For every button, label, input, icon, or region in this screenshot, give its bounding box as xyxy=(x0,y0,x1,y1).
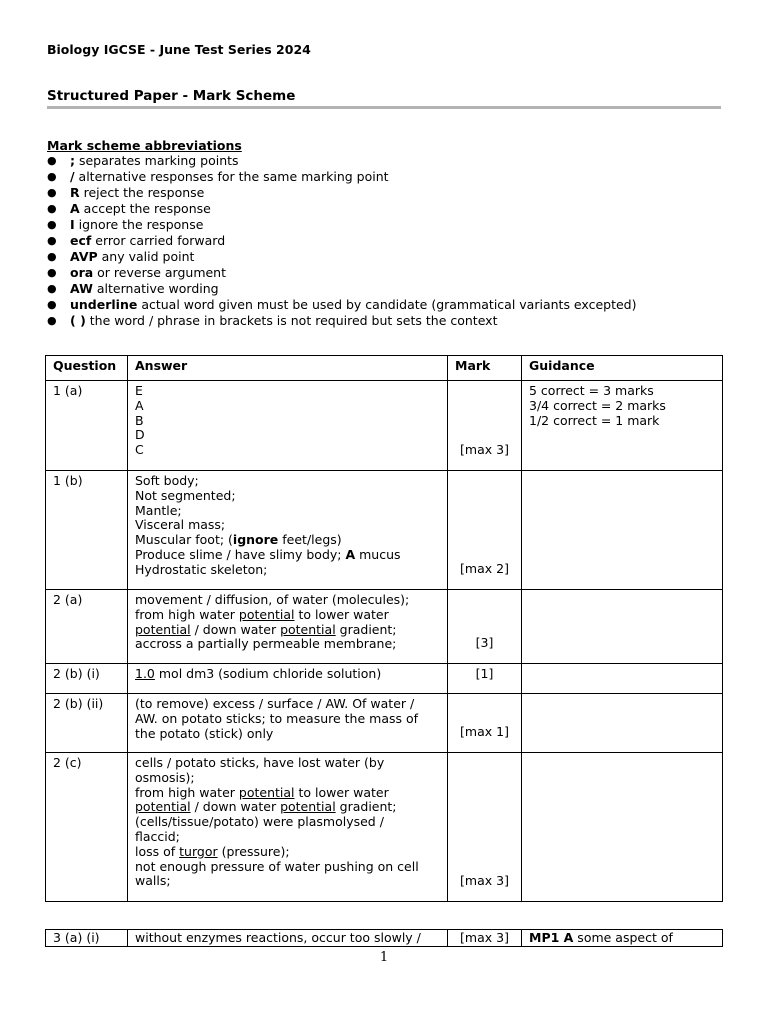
answer-line: movement / diffusion, of water (molecules); xyxy=(135,592,410,607)
guidance-cell xyxy=(522,694,723,753)
answer-cell xyxy=(128,471,448,590)
abbreviation-text: actual word given must be used by candidate (grammatical variants excepted) xyxy=(137,297,637,312)
document-header: Biology IGCSE - June Test Series 2024 xyxy=(47,42,311,57)
answer-line: (to remove) excess / surface / AW. Of water / xyxy=(135,696,415,711)
abbreviation-key: underline xyxy=(70,297,138,312)
bullet-icon: ● xyxy=(47,170,57,183)
bullet-icon: ● xyxy=(47,154,57,167)
abbreviation-key: ora xyxy=(70,265,94,280)
guidance-line: 3/4 correct = 2 marks xyxy=(529,397,666,413)
bullet-icon: ● xyxy=(47,250,57,263)
underlined-term: potential xyxy=(280,799,336,815)
table-row xyxy=(46,590,723,664)
abbreviation-key: AW xyxy=(70,281,93,296)
question-cell: 2 (a) xyxy=(46,590,128,664)
table-row xyxy=(46,664,723,694)
mark-cell: [max 3] xyxy=(448,753,522,902)
answer-line: the potato (stick) only xyxy=(135,725,274,741)
mark-scheme-table-continued xyxy=(45,929,723,947)
answer-cell xyxy=(128,694,448,753)
answer-line: Produce slime / have slimy body; A mucus xyxy=(135,546,401,562)
header-divider xyxy=(47,106,721,109)
answer-line: (cells/tissue/potato) were plasmolysed / xyxy=(135,814,384,830)
abbreviation-item xyxy=(47,265,636,281)
answer-line: D xyxy=(135,427,145,443)
answer-line: flaccid; xyxy=(135,828,180,844)
mark-cell: [max 2] xyxy=(448,471,522,590)
mark-cell: [3] xyxy=(448,590,522,664)
answer-line: Muscular foot; (ignore feet/legs) xyxy=(135,532,342,548)
question-cell: 2 (c) xyxy=(46,753,128,902)
answer-line: loss of turgor (pressure); xyxy=(135,843,290,859)
bullet-icon: ● xyxy=(47,266,57,279)
table-body xyxy=(46,381,723,902)
guidance-line: 5 correct = 3 marks xyxy=(529,383,654,398)
abbreviation-text: reject the response xyxy=(79,185,205,200)
abbreviation-text: error carried forward xyxy=(91,233,226,248)
table-header-row xyxy=(46,356,723,381)
underlined-term: potential xyxy=(238,606,295,622)
abbreviation-key: AVP xyxy=(70,249,98,264)
question-cell: 2 (b) (i) xyxy=(46,664,128,694)
underlined-term: potential xyxy=(135,621,191,637)
page-number: 1 xyxy=(379,950,389,965)
header-guidance: Guidance xyxy=(522,356,723,381)
abbreviation-key: I xyxy=(70,217,75,232)
answer-line: Not segmented; xyxy=(135,487,236,503)
underlined-term: potential xyxy=(280,621,336,637)
answer-line: Visceral mass; xyxy=(135,517,226,533)
answer-line: 1.0 mol dm3 (sodium chloride solution) xyxy=(135,666,382,681)
abbreviation-key: ( ) xyxy=(70,313,86,328)
abbreviation-key: / xyxy=(70,169,75,184)
table-row xyxy=(46,471,723,590)
bullet-icon: ● xyxy=(47,186,57,199)
abbreviation-text: or reverse argument xyxy=(93,265,227,280)
guidance-cell xyxy=(522,664,723,694)
abbreviation-key: ; xyxy=(70,153,75,168)
document-subtitle: Structured Paper - Mark Scheme xyxy=(47,88,296,104)
mark-cell: [1] xyxy=(448,664,522,694)
abbreviation-item xyxy=(47,217,636,233)
answer-cell xyxy=(128,664,448,694)
abbreviations-title: Mark scheme abbreviations xyxy=(47,138,242,153)
mark-cell: [max 1] xyxy=(448,694,522,753)
answer-line: walls; xyxy=(135,873,171,889)
answer-line: potential / down water potential gradient; xyxy=(135,799,397,815)
abbreviation-item xyxy=(47,153,636,169)
answer-cell xyxy=(128,590,448,664)
abbreviation-item xyxy=(47,233,636,249)
bold-term: A xyxy=(345,546,356,562)
answer-line: C xyxy=(135,442,144,458)
underlined-term: turgor xyxy=(179,843,218,859)
answer-line: Soft body; xyxy=(135,473,199,488)
bullet-icon: ● xyxy=(47,202,57,215)
abbreviation-text: ignore the response xyxy=(74,217,204,232)
abbreviation-item xyxy=(47,185,636,201)
answer-line: accross a partially permeable membrane; xyxy=(135,636,397,652)
answer-line: Hydrostatic skeleton; xyxy=(135,561,268,577)
answer-line: osmosis); xyxy=(135,769,195,785)
guidance-cell xyxy=(522,930,723,947)
table-row xyxy=(46,381,723,471)
guidance-cell xyxy=(522,471,723,590)
mark-cell: [max 3] xyxy=(448,930,522,947)
abbreviation-text: alternative wording xyxy=(92,281,219,296)
question-cell: 1 (a) xyxy=(46,381,128,471)
table-row xyxy=(46,753,723,902)
bullet-icon: ● xyxy=(47,218,57,231)
answer-cell xyxy=(128,381,448,471)
question-cell: 3 (a) (i) xyxy=(46,930,128,947)
guidance-key: MP1 A xyxy=(529,930,574,945)
header-question: Question xyxy=(46,356,128,381)
mark-scheme-table xyxy=(45,355,723,902)
question-cell: 2 (b) (ii) xyxy=(46,694,128,753)
abbreviation-item xyxy=(47,169,636,185)
answer-line: AW. on potato sticks; to measure the mass of xyxy=(135,710,419,726)
answer-line: potential / down water potential gradient; xyxy=(135,621,397,637)
abbreviation-text: any valid point xyxy=(97,249,195,264)
abbreviation-item xyxy=(47,313,636,329)
answer-line: from high water potential to lower water xyxy=(135,606,389,622)
abbreviation-key: A xyxy=(70,201,80,216)
abbreviation-item xyxy=(47,201,636,217)
answer-line: E xyxy=(135,383,143,398)
underlined-term: 1.0 xyxy=(135,666,155,681)
abbreviation-text: alternative responses for the same marking point xyxy=(74,169,389,184)
abbreviation-text: accept the response xyxy=(79,201,211,216)
abbreviation-key: ecf xyxy=(70,233,92,248)
abbreviation-item xyxy=(47,249,636,265)
guidance-cell xyxy=(522,381,723,471)
answer-cell xyxy=(128,753,448,902)
answer-line: from high water potential to lower water xyxy=(135,784,389,800)
table-row xyxy=(46,694,723,753)
underlined-term: potential xyxy=(238,784,295,800)
mark-cell: [max 3] xyxy=(448,381,522,471)
abbreviations-list xyxy=(47,153,636,329)
guidance-line: 1/2 correct = 1 mark xyxy=(529,412,660,428)
abbreviation-item xyxy=(47,281,636,297)
abbreviation-text: separates marking points xyxy=(75,153,239,168)
bold-term: ignore xyxy=(232,532,279,548)
guidance-cell xyxy=(522,590,723,664)
answer-line: A xyxy=(135,397,144,413)
answer-line: Mantle; xyxy=(135,502,182,518)
bullet-icon: ● xyxy=(47,282,57,295)
header-answer: Answer xyxy=(128,356,448,381)
table-row xyxy=(46,930,723,947)
guidance-text: some aspect of xyxy=(573,930,673,945)
question-cell: 1 (b) xyxy=(46,471,128,590)
bullet-icon: ● xyxy=(47,314,57,327)
abbreviation-item xyxy=(47,297,636,313)
answer-cell: without enzymes reactions, occur too slowly / xyxy=(128,930,448,947)
header-mark: Mark xyxy=(448,356,522,381)
underlined-term: potential xyxy=(135,799,191,815)
answer-line: cells / potato sticks, have lost water (by xyxy=(135,755,385,770)
abbreviation-key: R xyxy=(70,185,80,200)
answer-line: B xyxy=(135,412,144,428)
guidance-cell xyxy=(522,753,723,902)
answer-line: not enough pressure of water pushing on cell xyxy=(135,858,419,874)
abbreviation-text: the word / phrase in brackets is not required but sets the context xyxy=(85,313,498,328)
bullet-icon: ● xyxy=(47,234,57,247)
bullet-icon: ● xyxy=(47,298,57,311)
